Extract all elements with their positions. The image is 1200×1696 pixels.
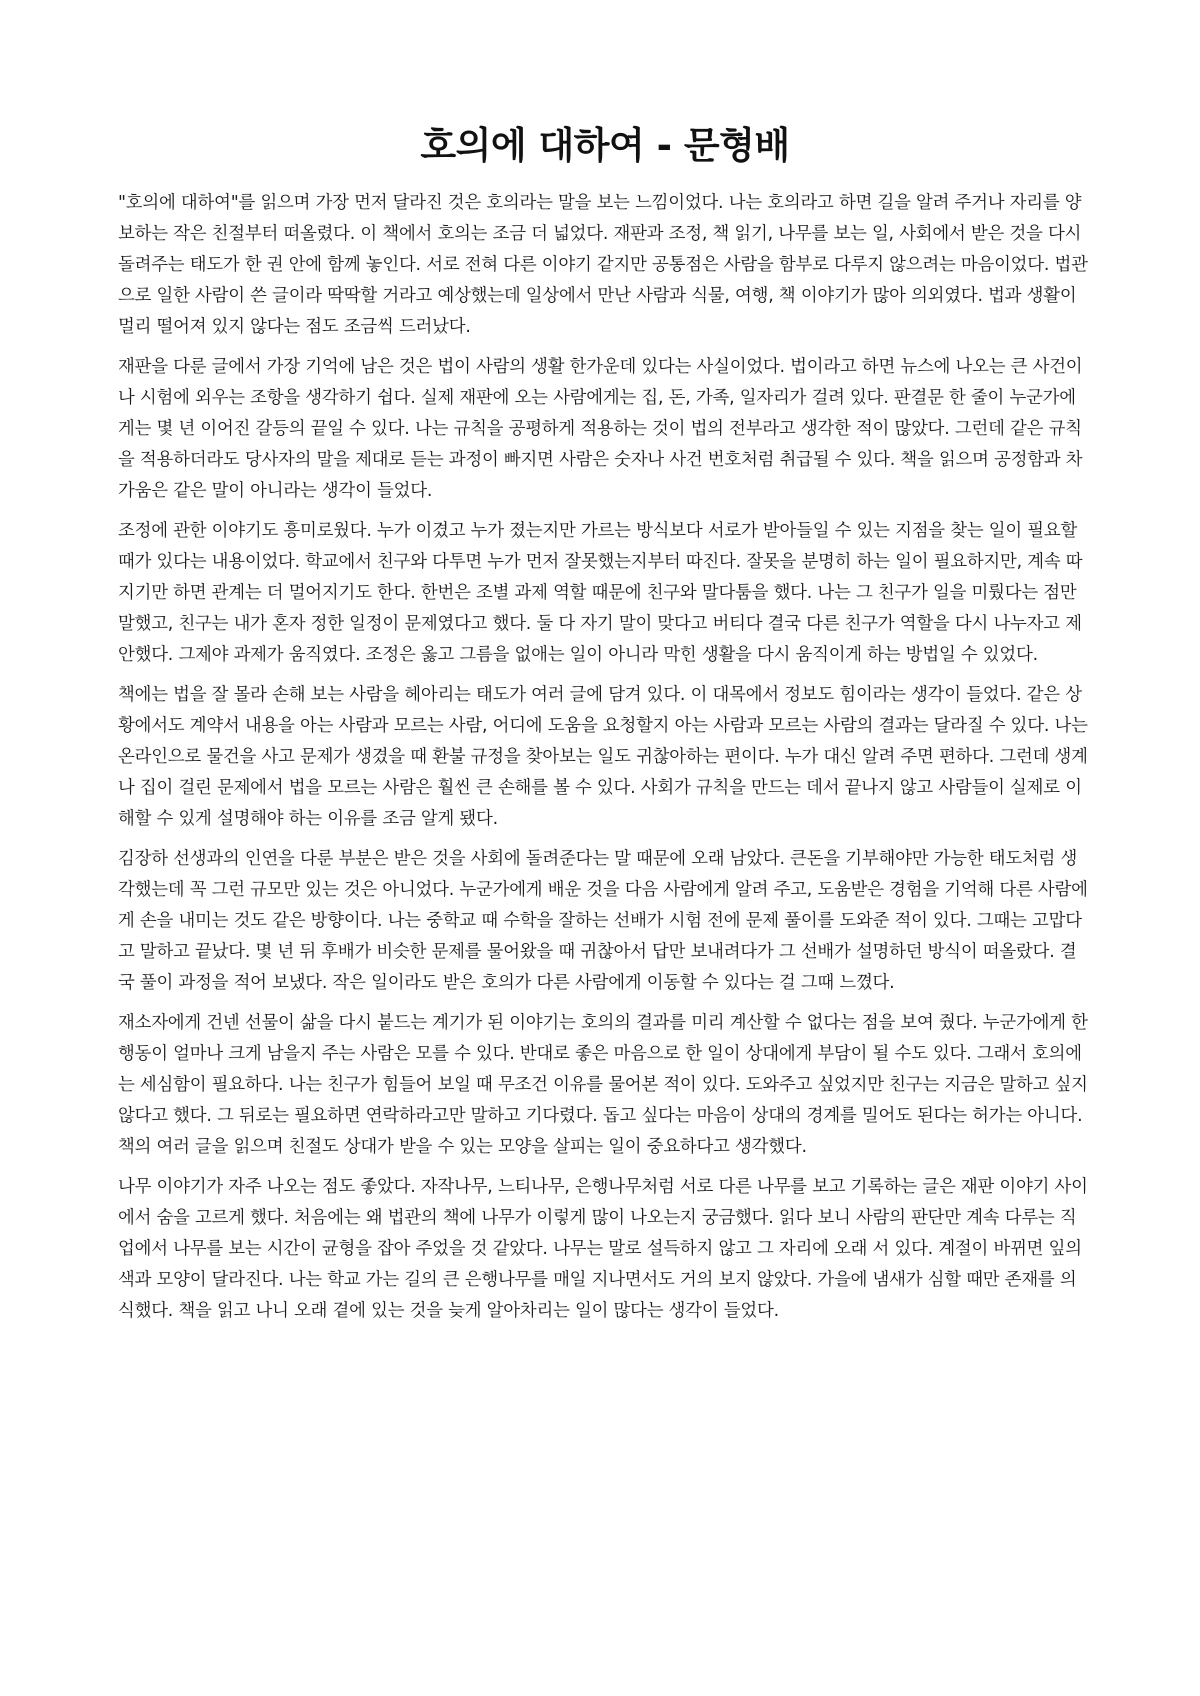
paragraph-2: 재판을 다룬 글에서 가장 기억에 남은 것은 법이 사람의 생활 한가운데 있다는 사실이었다. 법이라고 하면 뉴스에 나오는 큰 사건이나 시험에 외우는 조항을 생각하기 쉽다. 실제 재판에 오는 사람에게는 집, 돈, 가족, 일자리가 걸려 있다. 판결문 한 줄이 누군가에게는 몇 년 이어진 갈등의 끝일 수 있다. 나는 규칙을 공평하게 적용하는 것이 법의 전부라고 생각한 적이 많았다. 그런데 같은 규칙을 적용하더라도 당사자의 말을 제대로 듣는 과정이 빠지면 사람은 숫자나 사건 번호처럼 취급될 수 있다. 책을 읽으며 공정함과 차가움은 같은 말이 아니라는 생각이 들었다. bbox=[118, 357, 1083, 501]
paragraph-5: 김장하 선생과의 인연을 다룬 부분은 받은 것을 사회에 돌려준다는 말 때문에 오래 남았다. 큰돈을 기부해야만 가능한 태도처럼 생각했는데 꼭 그런 규모만 있는 것은 아니었다. 누군가에게 배운 것을 다음 사람에게 알려 주고, 도움받은 경험을 기억해 다른 사람에게 손을 내미는 것도 같은 방향이다. 나는 중학교 때 수학을 잘하는 선배가 시험 전에 문제 풀이를 도와준 적이 있다. 그때는 고맙다고 말하고 끝났다. 몇 년 뒤 후배가 비슷한 문제를 물어왔을 때 귀찮아서 답만 보내려다가 그 선배가 설명하던 방식이 떠올랐다. 결국 풀이 과정을 적어 보냈다. 작은 일이라도 받은 호의가 다른 사람에게 이동할 수 있다는 걸 그때 느꼈다. bbox=[118, 849, 1088, 993]
paragraph-7: 나무 이야기가 자주 나오는 점도 좋았다. 자작나무, 느티나무, 은행나무처럼 서로 다른 나무를 보고 기록하는 글은 재판 이야기 사이에서 숨을 고르게 했다. 처음에는 왜 법관의 책에 나무가 이렇게 많이 나오는지 궁금했다. 읽다 보니 사람의 판단만 계속 다루는 직업에서 나무를 보는 시간이 균형을 잡아 주었을 것 같았다. 나무는 말로 설득하지 않고 그 자리에 오래 서 있다. 계절이 바뀌면 잎의 색과 모양이 달라진다. 나는 학교 가는 길의 큰 은행나무를 매일 지나면서도 거의 보지 않았다. 가을에 냄새가 심할 때만 존재를 의식했다. 책을 읽고 나니 오래 곁에 있는 것을 늦게 알아차리는 일이 많다는 생각이 들었다. bbox=[118, 1177, 1088, 1321]
paragraph-1: "호의에 대하여"를 읽으며 가장 먼저 달라진 것은 호의라는 말을 보는 느낌이었다. 나는 호의라고 하면 길을 알려 주거나 자리를 양보하는 작은 친절부터 떠올렸다. 이 책에서 호의는 조금 더 넓었다. 재판과 조정, 책 읽기, 나무를 보는 일, 사회에서 받은 것을 다시 돌려주는 태도가 한 권 안에 함께 놓인다. 서로 전혀 다른 이야기 같지만 공통점은 사람을 함부로 다루지 않으려는 마음이었다. 법관으로 일한 사람이 쓴 글이라 딱딱할 거라고 예상했는데 일상에서 만난 사람과 식물, 여행, 책 이야기가 많아 의외였다. 법과 생활이 멀리 떨어져 있지 않다는 점도 조금씩 드러났다. bbox=[118, 193, 1088, 337]
paragraph-4: 책에는 법을 잘 몰라 손해 보는 사람을 헤아리는 태도가 여러 글에 담겨 있다. 이 대목에서 정보도 힘이라는 생각이 들었다. 같은 상황에서도 계약서 내용을 아는 사람과 모르는 사람, 어디에 도움을 요청할지 아는 사람과 모르는 사람의 결과는 달라질 수 있다. 나는 온라인으로 물건을 사고 문제가 생겼을 때 환불 규정을 찾아보는 일도 귀찮아하는 편이다. 누가 대신 알려 주면 편하다. 그런데 생계나 집이 걸린 문제에서 법을 모르는 사람은 훨씬 큰 손해를 볼 수 있다. 사회가 규칙을 만드는 데서 끝나지 않고 사람들이 실제로 이해할 수 있게 설명해야 하는 이유를 조금 알게 됐다. bbox=[118, 685, 1088, 829]
paragraph-6: 재소자에게 건넨 선물이 삶을 다시 붙드는 계기가 된 이야기는 호의의 결과를 미리 계산할 수 없다는 점을 보여 줬다. 누군가에게 한 행동이 얼마나 크게 남을지 주는 사람은 모를 수 있다. 반대로 좋은 마음으로 한 일이 상대에게 부담이 될 수도 있다. 그래서 호의에는 세심함이 필요하다. 나는 친구가 힘들어 보일 때 무조건 이유를 물어본 적이 있다. 도와주고 싶었지만 친구는 지금은 말하고 싶지 않다고 했다. 그 뒤로는 필요하면 연락하라고만 말하고 기다렸다. 돕고 싶다는 마음이 상대의 경계를 밀어도 된다는 허가는 아니다. 책의 여러 글을 읽으며 친절도 상대가 받을 수 있는 모양을 살피는 일이 중요하다고 생각했다. bbox=[118, 1013, 1088, 1157]
paragraph-3: 조정에 관한 이야기도 흥미로웠다. 누가 이겼고 누가 졌는지만 가르는 방식보다 서로가 받아들일 수 있는 지점을 찾는 일이 필요할 때가 있다는 내용이었다. 학교에서 친구와 다투면 누가 먼저 잘못했는지부터 따진다. 잘못을 분명히 하는 일이 필요하지만, 계속 따지기만 하면 관계는 더 멀어지기도 한다. 한번은 조별 과제 역할 때문에 친구와 말다툼을 했다. 나는 그 친구가 일을 미뤘다는 점만 말했고, 친구는 내가 혼자 정한 일정이 문제였다고 했다. 둘 다 자기 말이 맞다고 버티다 결국 다른 친구가 역할을 다시 나누자고 제안했다. 그제야 과제가 움직였다. 조정은 옳고 그름을 없애는 일이 아니라 막힌 생활을 다시 움직이게 하는 방법일 수 있었다. bbox=[118, 521, 1083, 665]
document-body bbox=[118, 188, 1092, 1327]
document-title: 호의에 대하여 - 문형배 bbox=[420, 124, 790, 167]
